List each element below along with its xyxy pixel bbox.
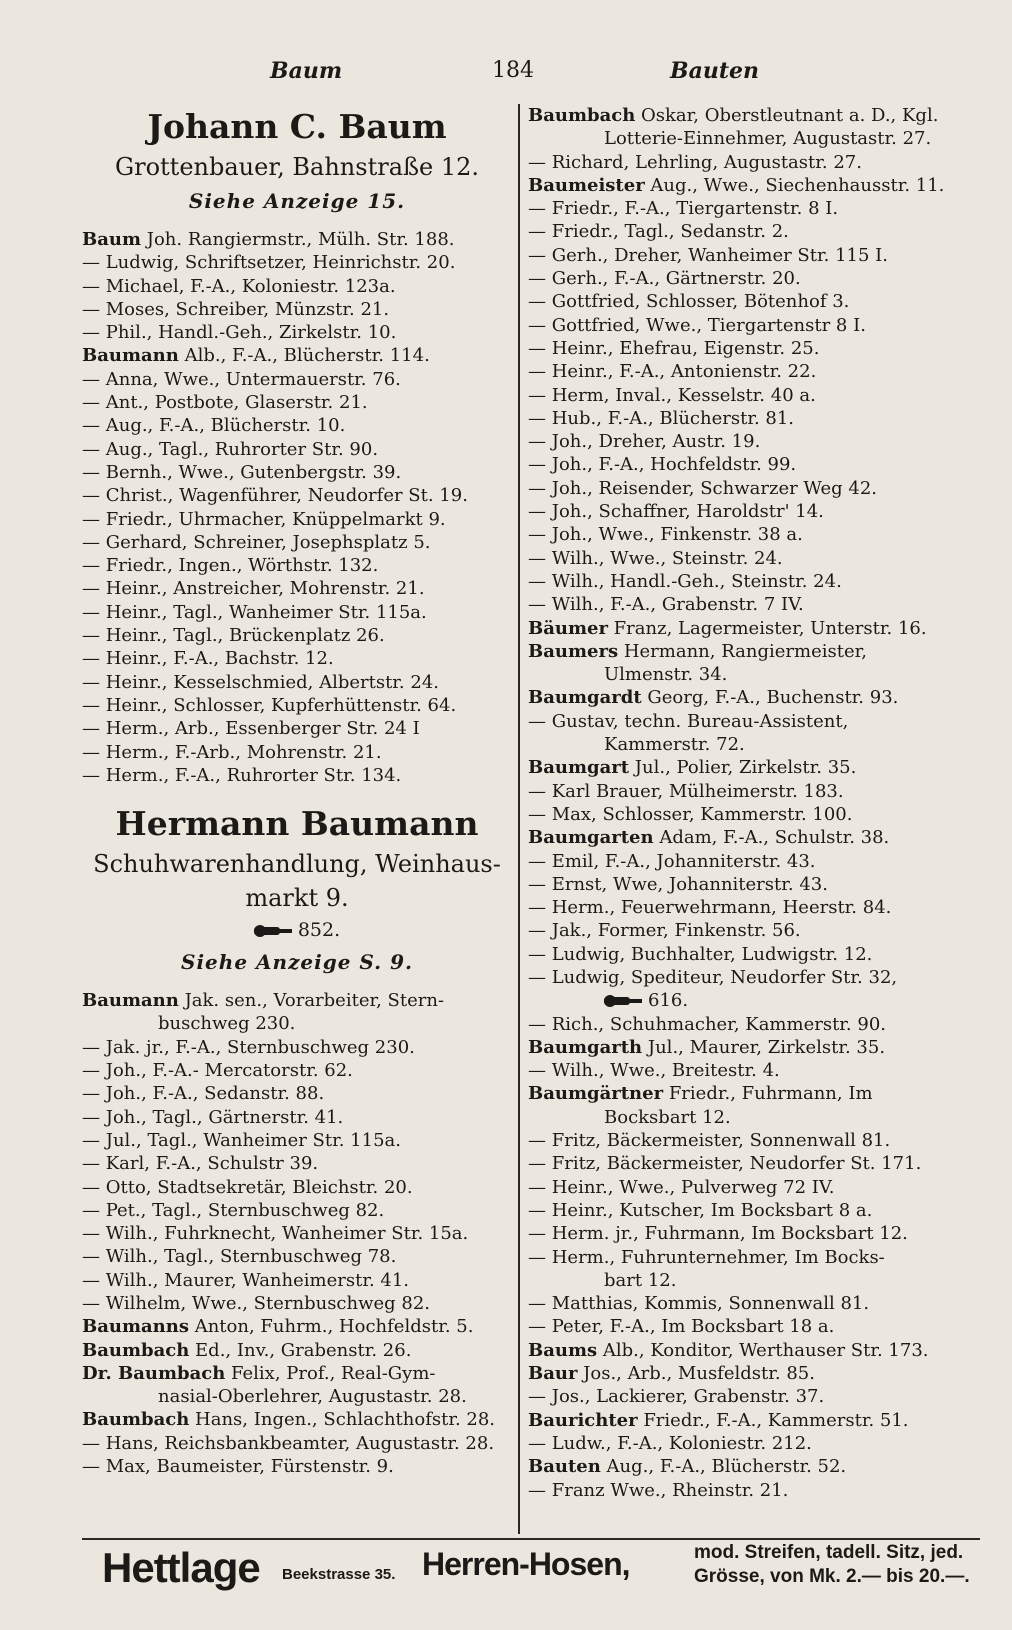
directory-entry bbox=[528, 360, 978, 383]
entry-text: — Wilh., Maurer, Wanheimerstr. 41. bbox=[82, 1269, 410, 1291]
right-column bbox=[528, 104, 978, 1502]
entry-text: — Hans, Reichsbankbeamter, Augustastr. 28. bbox=[82, 1432, 495, 1454]
entry-text: — Friedr., Tagl., Sedanstr. 2. bbox=[528, 221, 789, 243]
entry-surname: Baumers bbox=[528, 640, 619, 662]
entry-text: — Matthias, Kommis, Sonnenwall 81. bbox=[528, 1293, 870, 1315]
page-number: 184 bbox=[492, 58, 534, 83]
ad-reference: Siehe Anzeige S. 9. bbox=[181, 950, 413, 975]
directory-entry bbox=[528, 803, 978, 826]
directory-entry bbox=[528, 943, 978, 966]
entry-text: — Joh., Tagl., Gärtnerstr. 41. bbox=[82, 1106, 344, 1128]
telephone-icon bbox=[604, 994, 642, 1008]
ad-company-line: markt 9. bbox=[245, 884, 349, 913]
directory-entry bbox=[528, 1036, 978, 1059]
directory-entry bbox=[82, 1385, 512, 1408]
directory-entry bbox=[82, 1432, 512, 1455]
directory-entry bbox=[528, 919, 978, 942]
directory-entry bbox=[82, 741, 512, 764]
directory-entry bbox=[528, 617, 978, 640]
directory-entry bbox=[528, 826, 978, 849]
entry-text: Anton, Fuhrm., Hochfeldstr. 5. bbox=[188, 1316, 474, 1338]
directory-entry bbox=[528, 780, 978, 803]
entry-text: Franz, Lagermeister, Unterstr. 16. bbox=[607, 617, 927, 639]
entry-text: — Peter, F.-A., Im Bocksbart 18 a. bbox=[528, 1316, 835, 1338]
directory-entry bbox=[528, 407, 978, 430]
entry-text: nasial-Oberlehrer, Augustastr. 28. bbox=[158, 1386, 467, 1408]
entry-text: Bocksbart 12. bbox=[604, 1106, 731, 1128]
entry-text: — Joh., F.-A., Hochfeldstr. 99. bbox=[528, 454, 797, 476]
entry-text: — Moses, Schreiber, Münzstr. 21. bbox=[82, 298, 390, 320]
entry-text: — Herm., Fuhrunternehmer, Im Bocks- bbox=[528, 1246, 885, 1268]
directory-entry bbox=[82, 438, 512, 461]
entry-text: — Wilh., Wwe., Steinstr. 24. bbox=[528, 547, 783, 569]
directory-entry bbox=[528, 430, 978, 453]
entry-text: — Joh., F.-A., Sedanstr. 88. bbox=[82, 1083, 325, 1105]
directory-entry bbox=[528, 1339, 978, 1362]
directory-entry bbox=[528, 663, 978, 686]
entry-surname: Baumann bbox=[82, 990, 179, 1012]
entry-text: Aug., F.-A., Blücherstr. 52. bbox=[600, 1456, 847, 1478]
directory-entry bbox=[82, 1408, 512, 1431]
entry-text: — Joh., Schaffner, Haroldstr' 14. bbox=[528, 501, 824, 523]
directory-entry bbox=[528, 850, 978, 873]
entry-text: — Aug., F.-A., Blücherstr. 10. bbox=[82, 415, 346, 437]
entry-text: — Gerhard, Schreiner, Josephsplatz 5. bbox=[82, 531, 431, 553]
directory-entry bbox=[528, 1385, 978, 1408]
directory-entry bbox=[528, 523, 978, 546]
directory-entry bbox=[82, 1269, 512, 1292]
entry-text: — Richard, Lehrling, Augustastr. 27. bbox=[528, 151, 862, 173]
directory-entry bbox=[528, 989, 978, 1012]
directory-entry bbox=[528, 873, 978, 896]
directory-entry bbox=[528, 127, 978, 150]
entry-text: — Wilh., Tagl., Sternbuschweg 78. bbox=[82, 1246, 397, 1268]
entry-text: — Wilh., Handl.-Geh., Steinstr. 24. bbox=[528, 570, 842, 592]
directory-entry bbox=[82, 391, 512, 414]
footer-tagline-2: Grösse, von Mk. 2.— bis 20.—. bbox=[694, 1566, 970, 1587]
directory-entry bbox=[82, 1059, 512, 1082]
footer-advertisement bbox=[82, 1538, 980, 1596]
directory-entry bbox=[528, 1455, 978, 1478]
directory-entry bbox=[528, 1129, 978, 1152]
directory-entry bbox=[528, 710, 978, 733]
column-divider bbox=[518, 104, 520, 1534]
directory-entry bbox=[528, 220, 978, 243]
directory-entry bbox=[528, 1246, 978, 1269]
advertisement-baumann bbox=[82, 801, 512, 979]
directory-entry bbox=[82, 764, 512, 787]
directory-entry bbox=[528, 1013, 978, 1036]
entry-text: — Fritz, Bäckermeister, Sonnenwall 81. bbox=[528, 1130, 891, 1152]
footer-tagline-1: mod. Streifen, tadell. Sitz, jed. bbox=[694, 1542, 964, 1563]
entry-text: Ed., Inv., Grabenstr. 26. bbox=[189, 1339, 412, 1361]
entry-text: Alb., F.-A., Blücherstr. 114. bbox=[178, 345, 430, 367]
directory-entry bbox=[82, 717, 512, 740]
directory-entry bbox=[528, 337, 978, 360]
directory-entry bbox=[528, 1222, 978, 1245]
directory-entry bbox=[528, 896, 978, 919]
directory-entry bbox=[528, 267, 978, 290]
entry-text: — Friedr., F.-A., Tiergartenstr. 8 I. bbox=[528, 198, 839, 220]
entry-text: Lotterie-Einnehmer, Augustastr. 27. bbox=[604, 128, 932, 150]
directory-entry bbox=[528, 1409, 978, 1432]
entry-text: — Max, Schlosser, Kammerstr. 100. bbox=[528, 803, 853, 825]
directory-entry bbox=[82, 368, 512, 391]
directory-entry bbox=[528, 1479, 978, 1502]
entry-text: — Jak., Former, Finkenstr. 56. bbox=[528, 920, 801, 942]
directory-entry bbox=[82, 1292, 512, 1315]
directory-entry bbox=[528, 244, 978, 267]
directory-entry bbox=[82, 275, 512, 298]
entry-text: bart 12. bbox=[604, 1269, 677, 1291]
entry-text: — Heinr., Schlosser, Kupferhüttenstr. 64. bbox=[82, 694, 457, 716]
directory-entry bbox=[528, 570, 978, 593]
directory-entry bbox=[528, 500, 978, 523]
entry-text: — Heinr., Tagl., Wanheimer Str. 115a. bbox=[82, 601, 427, 623]
directory-entry bbox=[82, 508, 512, 531]
entry-text: — Bernh., Wwe., Gutenbergstr. 39. bbox=[82, 461, 402, 483]
entry-text: — Wilh., Fuhrknecht, Wanheimer Str. 15a. bbox=[82, 1223, 469, 1245]
directory-entry bbox=[528, 477, 978, 500]
entry-text: Friedr., F.-A., Kammerstr. 51. bbox=[637, 1409, 909, 1431]
entry-text: — Ant., Postbote, Glaserstr. 21. bbox=[82, 392, 368, 414]
directory-entry bbox=[82, 624, 512, 647]
directory-entry bbox=[528, 174, 978, 197]
directory-entry bbox=[528, 1199, 978, 1222]
footer-brand: Hettlage bbox=[102, 1544, 260, 1591]
directory-entry bbox=[528, 453, 978, 476]
directory-entry bbox=[528, 1082, 978, 1105]
entry-surname: Baumgarth bbox=[528, 1036, 643, 1058]
entry-surname: Bauten bbox=[528, 1456, 601, 1478]
entry-text: 616. bbox=[648, 990, 689, 1012]
entry-text: — Joh., Reisender, Schwarzer Weg 42. bbox=[528, 477, 877, 499]
directory-entry bbox=[82, 1012, 512, 1035]
directory-entry bbox=[82, 321, 512, 344]
entry-text: — Herm., F.-Arb., Mohrenstr. 21. bbox=[82, 741, 382, 763]
entry-text: — Herm. jr., Fuhrmann, Im Bocksbart 12. bbox=[528, 1223, 908, 1245]
directory-entry bbox=[528, 151, 978, 174]
directory-entry bbox=[528, 1059, 978, 1082]
directory-entry bbox=[528, 756, 978, 779]
left-column bbox=[82, 104, 512, 1478]
directory-entry bbox=[82, 1176, 512, 1199]
entry-surname: Baurichter bbox=[528, 1409, 638, 1431]
directory-entry bbox=[82, 647, 512, 670]
entry-text: buschweg 230. bbox=[158, 1013, 296, 1035]
entry-text: Hermann, Rangiermeister, bbox=[618, 640, 867, 662]
entry-text: — Herm., Feuerwehrmann, Heerstr. 84. bbox=[528, 897, 892, 919]
directory-entry bbox=[82, 298, 512, 321]
directory-entry bbox=[528, 1362, 978, 1385]
entry-text: — Heinr., Kesselschmied, Albertstr. 24. bbox=[82, 671, 440, 693]
directory-entry bbox=[82, 601, 512, 624]
advertisement-baum bbox=[82, 104, 512, 218]
directory-entry bbox=[82, 484, 512, 507]
entry-text: Friedr., Fuhrmann, Im bbox=[663, 1083, 873, 1105]
directory-entry bbox=[82, 461, 512, 484]
entry-text: — Gustav, techn. Bureau-Assistent, bbox=[528, 710, 849, 732]
directory-entry bbox=[528, 1106, 978, 1129]
directory-entry bbox=[82, 1129, 512, 1152]
directory-entry bbox=[82, 1199, 512, 1222]
entry-text: — Emil, F.-A., Johanniterstr. 43. bbox=[528, 850, 816, 872]
page-header bbox=[0, 58, 1012, 92]
entry-text: Hans, Ingen., Schlachthofstr. 28. bbox=[189, 1409, 496, 1431]
entry-text: — Herm., Arb., Essenberger Str. 24 I bbox=[82, 718, 420, 740]
telephone-icon bbox=[254, 924, 292, 938]
directory-entry bbox=[82, 1362, 512, 1385]
entry-text: — Herm., F.-A., Ruhrorter Str. 134. bbox=[82, 764, 402, 786]
entry-text: Jak. sen., Vorarbeiter, Stern- bbox=[178, 990, 445, 1012]
entry-text: — Gerh., F.-A., Gärtnerstr. 20. bbox=[528, 268, 801, 290]
entry-surname: Baum bbox=[82, 229, 142, 250]
header-right-keyword: Bauten bbox=[670, 58, 759, 84]
directory-entry bbox=[82, 1339, 512, 1362]
entry-text: — Phil., Handl.-Geh., Zirkelstr. 10. bbox=[82, 322, 397, 344]
directory-entry bbox=[528, 1432, 978, 1455]
entry-text: — Friedr., Ingen., Wörthstr. 132. bbox=[82, 555, 379, 577]
ad-company-line: Grottenbauer, Bahnstraße 12. bbox=[114, 153, 480, 181]
footer-address: Beekstrasse 35. bbox=[282, 1566, 396, 1583]
entry-surname: Bäumer bbox=[528, 617, 608, 639]
entry-text: Georg, F.-A., Buchenstr. 93. bbox=[641, 687, 899, 709]
directory-entry bbox=[82, 228, 512, 251]
entry-text: — Ernst, Wwe, Johanniterstr. 43. bbox=[528, 873, 828, 895]
entry-text: — Heinr., Ehefrau, Eigenstr. 25. bbox=[528, 337, 820, 359]
entry-text: — Christ., Wagenführer, Neudorfer St. 19. bbox=[82, 485, 468, 507]
entry-text: — Heinr., Tagl., Brückenplatz 26. bbox=[82, 625, 385, 647]
directory-entry bbox=[82, 1082, 512, 1105]
entry-list-a bbox=[82, 228, 512, 787]
directory-entry bbox=[528, 733, 978, 756]
entry-text: Jos., Arb., Musfeldstr. 85. bbox=[577, 1363, 815, 1385]
entry-text: Ulmenstr. 34. bbox=[604, 664, 728, 686]
directory-entry bbox=[82, 1455, 512, 1478]
telephone-number: 852. bbox=[297, 919, 341, 942]
entry-text: — Heinr., Wwe., Pulverweg 72 IV. bbox=[528, 1176, 835, 1198]
entry-text: — Heinr., Anstreicher, Mohrenstr. 21. bbox=[82, 578, 425, 600]
entry-surname: Baumann bbox=[82, 345, 179, 367]
entry-text: — Friedr., Uhrmacher, Knüppelmarkt 9. bbox=[82, 508, 446, 530]
directory-entry bbox=[82, 1315, 512, 1338]
footer-product: Herren-Hosen, bbox=[422, 1546, 630, 1582]
directory-entry bbox=[82, 1036, 512, 1059]
entry-surname: Baumgart bbox=[528, 757, 630, 779]
entry-text: — Karl, F.-A., Schulstr 39. bbox=[82, 1153, 319, 1175]
directory-entry bbox=[82, 344, 512, 367]
entry-surname: Baumanns bbox=[82, 1316, 189, 1338]
directory-entry bbox=[528, 547, 978, 570]
directory-entry bbox=[528, 1315, 978, 1338]
entry-text: — Fritz, Bäckermeister, Neudorfer St. 171. bbox=[528, 1153, 922, 1175]
entry-text: — Gottfried, Wwe., Tiergartenstr 8 I. bbox=[528, 314, 866, 336]
entry-text: — Jos., Lackierer, Grabenstr. 37. bbox=[528, 1386, 825, 1408]
entry-text: — Heinr., F.-A., Bachstr. 12. bbox=[82, 648, 334, 670]
header-left-keyword: Baum bbox=[270, 58, 343, 84]
directory-entry bbox=[82, 1245, 512, 1268]
directory-entry bbox=[82, 694, 512, 717]
entry-text: — Max, Baumeister, Fürstenstr. 9. bbox=[82, 1456, 394, 1478]
directory-entry bbox=[82, 414, 512, 437]
directory-entry bbox=[82, 577, 512, 600]
entry-text: Adam, F.-A., Schulstr. 38. bbox=[653, 827, 890, 849]
directory-entry bbox=[82, 531, 512, 554]
entry-surname: Baur bbox=[528, 1363, 578, 1385]
entry-text: — Ludw., F.-A., Koloniestr. 212. bbox=[528, 1432, 812, 1454]
entry-text: — Heinr., Kutscher, Im Bocksbart 8 a. bbox=[528, 1199, 873, 1221]
entry-text: — Wilh., F.-A., Grabenstr. 7 IV. bbox=[528, 594, 804, 616]
entry-surname: Baums bbox=[528, 1339, 598, 1361]
directory-entry bbox=[528, 1292, 978, 1315]
ad-telephone bbox=[82, 915, 512, 945]
entry-surname: Baumgardt bbox=[528, 687, 642, 709]
entry-text: — Ludwig, Spediteur, Neudorfer Str. 32, bbox=[528, 966, 898, 988]
entry-surname: Baumbach bbox=[528, 105, 636, 126]
entry-surname: Baumbach bbox=[82, 1409, 190, 1431]
entry-list-b bbox=[82, 989, 512, 1478]
directory-entry bbox=[528, 314, 978, 337]
ad-company-name: Johann C. Baum bbox=[147, 107, 447, 146]
entry-text: — Rich., Schuhmacher, Kammerstr. 90. bbox=[528, 1013, 886, 1035]
entry-text: — Anna, Wwe., Untermauerstr. 76. bbox=[82, 368, 401, 390]
entry-text: — Hub., F.-A., Blücherstr. 81. bbox=[528, 407, 795, 429]
ad-company-name: Hermann Baumann bbox=[115, 804, 479, 844]
entry-surname: Baumbach bbox=[82, 1339, 190, 1361]
directory-entry bbox=[528, 290, 978, 313]
directory-entry bbox=[82, 251, 512, 274]
entry-text: Alb., Konditor, Werthauser Str. 173. bbox=[597, 1339, 929, 1361]
directory-entry bbox=[528, 1269, 978, 1292]
directory-entry bbox=[528, 384, 978, 407]
entry-text: Kammerstr. 72. bbox=[604, 734, 745, 756]
directory-entry bbox=[528, 197, 978, 220]
entry-text: Jul., Maurer, Zirkelstr. 35. bbox=[642, 1036, 886, 1058]
directory-entry bbox=[82, 989, 512, 1012]
entry-text: — Heinr., F.-A., Antonienstr. 22. bbox=[528, 361, 817, 383]
entry-surname: Baumgärtner bbox=[528, 1083, 664, 1105]
entry-surname: Dr. Baumbach bbox=[82, 1362, 226, 1384]
entry-text: — Franz Wwe., Rheinstr. 21. bbox=[528, 1479, 789, 1501]
entry-text: — Wilh., Wwe., Breitestr. 4. bbox=[528, 1060, 780, 1082]
entry-text: — Joh., F.-A.- Mercatorstr. 62. bbox=[82, 1060, 353, 1082]
directory-entry bbox=[528, 1176, 978, 1199]
directory-entry bbox=[528, 104, 978, 127]
entry-text: — Otto, Stadtsekretär, Bleichstr. 20. bbox=[82, 1176, 413, 1198]
entry-surname: Baumeister bbox=[528, 174, 645, 196]
entry-text: Jul., Polier, Zirkelstr. 35. bbox=[629, 757, 857, 779]
entry-text: — Jak. jr., F.-A., Sternbuschweg 230. bbox=[82, 1036, 415, 1058]
entry-text: — Karl Brauer, Mülheimerstr. 183. bbox=[528, 780, 844, 802]
entry-text: — Gerh., Dreher, Wanheimer Str. 115 I. bbox=[528, 244, 888, 266]
directory-entry bbox=[82, 554, 512, 577]
entry-text: — Ludwig, Buchhalter, Ludwigstr. 12. bbox=[528, 943, 873, 965]
directory-entry bbox=[528, 966, 978, 989]
entry-text: — Michael, F.-A., Koloniestr. 123a. bbox=[82, 275, 396, 297]
entry-text: — Ludwig, Schriftsetzer, Heinrichstr. 20. bbox=[82, 252, 456, 274]
directory-entry bbox=[528, 593, 978, 616]
directory-entry bbox=[82, 1152, 512, 1175]
directory-entry bbox=[82, 671, 512, 694]
entry-text: — Herm, Inval., Kesselstr. 40 a. bbox=[528, 384, 816, 406]
ad-company-line: Schuhwarenhandlung, Weinhaus- bbox=[93, 850, 501, 879]
directory-entry bbox=[528, 686, 978, 709]
entry-text: — Aug., Tagl., Ruhrorter Str. 90. bbox=[82, 438, 379, 460]
directory-entry bbox=[528, 640, 978, 663]
ad-reference: Siehe Anzeige 15. bbox=[188, 189, 406, 213]
directory-entry bbox=[528, 1152, 978, 1175]
entry-text: — Gottfried, Schlosser, Bötenhof 3. bbox=[528, 291, 850, 313]
entry-text: Oskar, Oberstleutnant a. D., Kgl. bbox=[635, 105, 939, 126]
directory-entry bbox=[82, 1222, 512, 1245]
entry-surname: Baumgarten bbox=[528, 827, 654, 849]
entry-text: Felix, Prof., Real-Gym- bbox=[225, 1362, 436, 1384]
entry-text: — Jul., Tagl., Wanheimer Str. 115a. bbox=[82, 1129, 401, 1151]
entry-text: — Joh., Wwe., Finkenstr. 38 a. bbox=[528, 524, 803, 546]
entry-text: — Joh., Dreher, Austr. 19. bbox=[528, 431, 761, 453]
directory-entry bbox=[82, 1106, 512, 1129]
entry-text: — Pet., Tagl., Sternbuschweg 82. bbox=[82, 1199, 385, 1221]
entry-text: Aug., Wwe., Siechenhausstr. 11. bbox=[644, 174, 945, 196]
entry-text: Joh. Rangiermstr., Mülh. Str. 188. bbox=[141, 229, 455, 250]
entry-text: — Wilhelm, Wwe., Sternbuschweg 82. bbox=[82, 1292, 431, 1314]
